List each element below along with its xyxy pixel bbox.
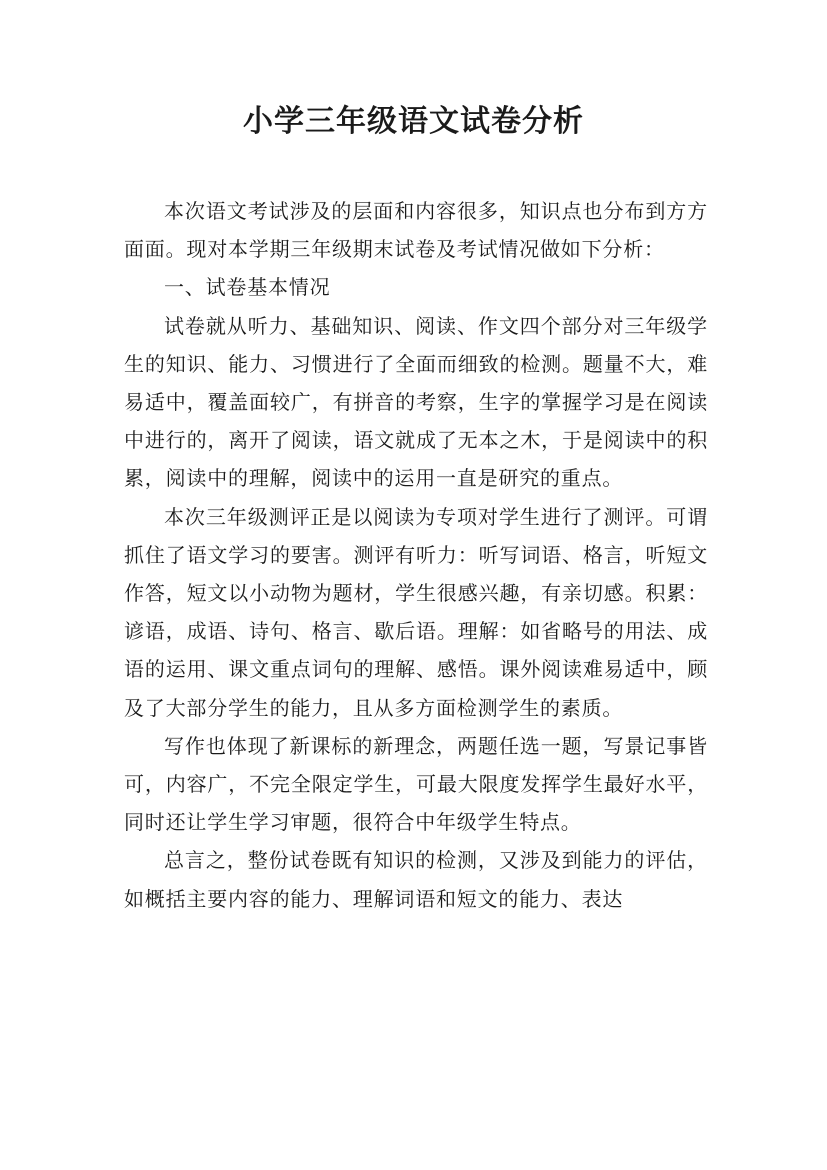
document-body bbox=[124, 192, 708, 918]
paragraph-writing: 写作也体现了新课标的新理念，两题任选一题，写景记事皆可，内容广，不完全限定学生，可最大限度发挥学生最好水平，同时还让学生学习审题，很符合中年级学生特点。 bbox=[124, 733, 708, 835]
paragraph-exam-structure: 试卷就从听力、基础知识、阅读、作文四个部分对三年级学生的知识、能力、习惯进行了全面而细致的检测。题量不大，难易适中，覆盖面较广，有拼音的考察，生字的掌握学习是在阅读中进行的，离开了阅读，语文就成了无本之木，于是阅读中的积累，阅读中的理解，阅读中的运用一直是研究的重点。 bbox=[124, 313, 708, 491]
document-title: 小学三年级语文试卷分析 bbox=[243, 104, 584, 139]
paragraph-intro: 本次语文考试涉及的层面和内容很多，知识点也分布到方方面面。现对本学期三年级期末试卷及考试情况做如下分析： bbox=[124, 199, 708, 262]
section-heading: 一、试卷基本情况 bbox=[164, 275, 331, 300]
paragraph-reading-assessment: 本次三年级测评正是以阅读为专项对学生进行了测评。可谓抓住了语文学习的要害。测评有听力：听写词语、格言，听短文作答，短文以小动物为题材，学生很感兴趣，有亲切感。积累：谚语，成语、诗句、格言、歇后语。理解：如省略号的用法、成语的运用、课文重点词句的理解、感悟。课外阅读难易适中，顾及了大部分学生的能力，且从多方面检测学生的素质。 bbox=[124, 504, 708, 720]
paragraph-summary: 总言之，整份试卷既有知识的检测，又涉及到能力的评估，如概括主要内容的能力、理解词语和短文的能力、表达 bbox=[124, 848, 708, 911]
